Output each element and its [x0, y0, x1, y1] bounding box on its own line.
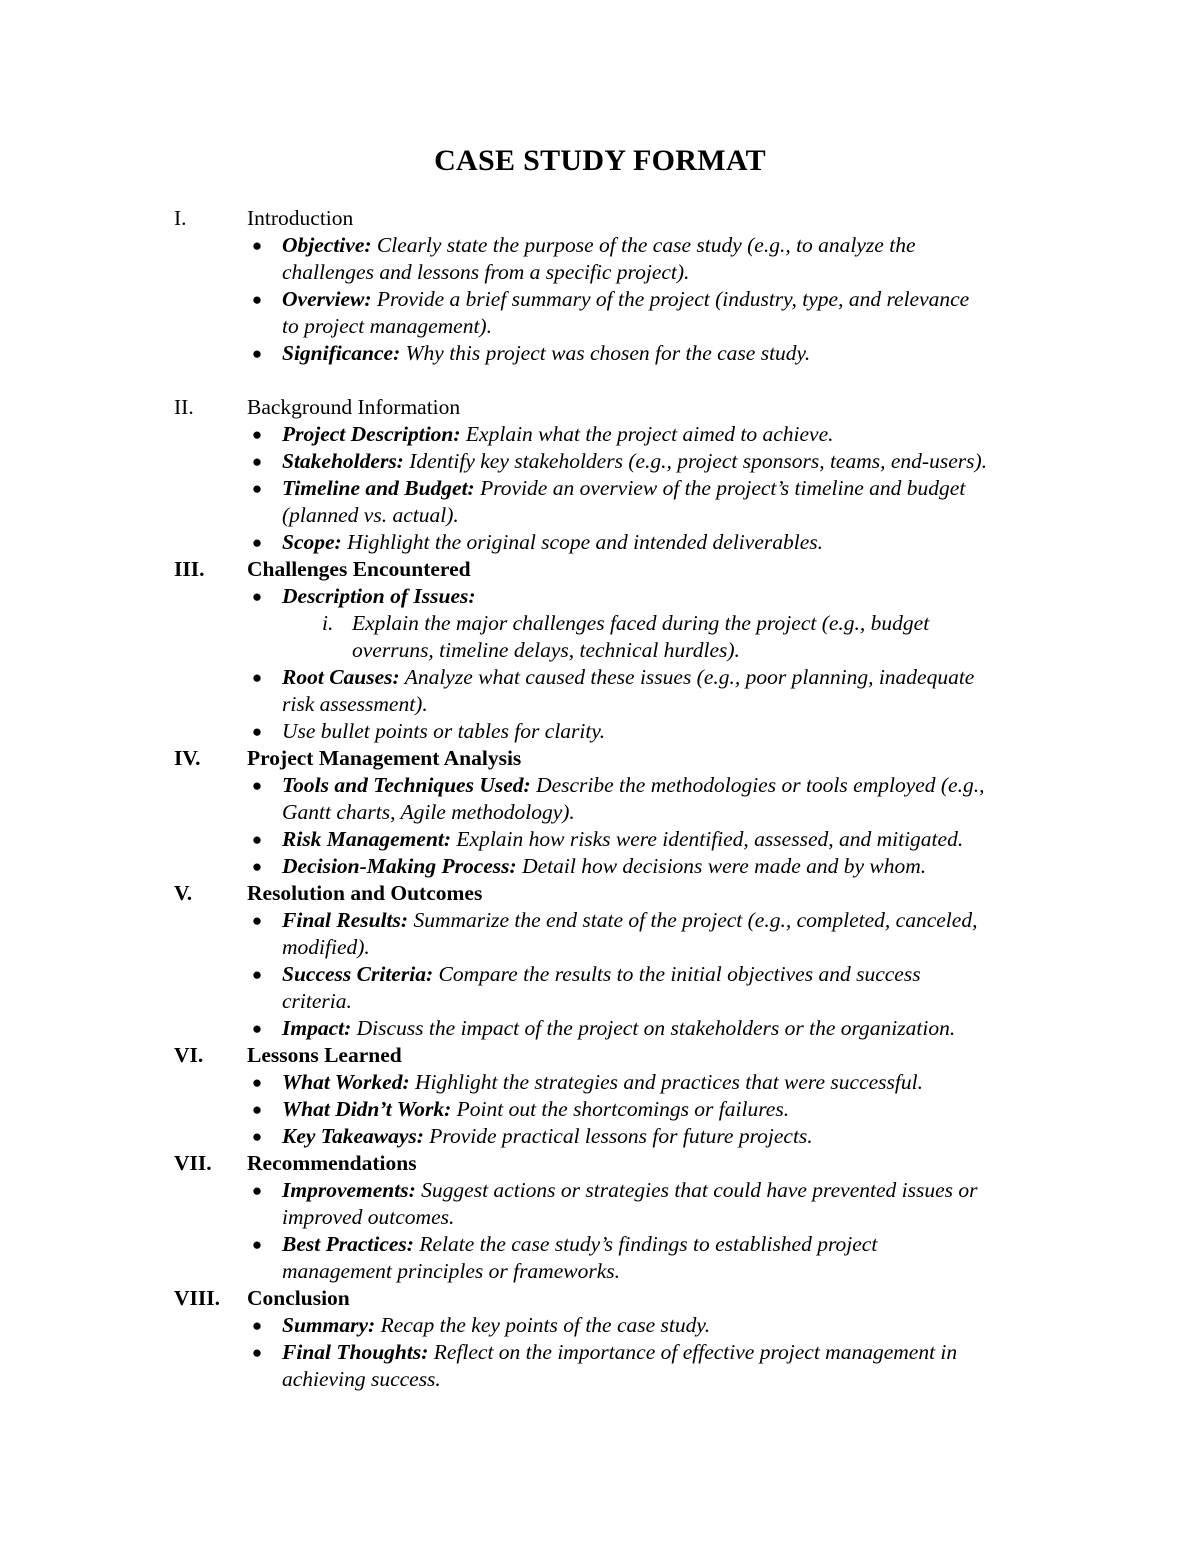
- item-text: Identify key stakeholders (e.g., project sponsors, teams, end-users).: [409, 449, 987, 473]
- section-numeral: I.: [174, 206, 187, 230]
- section-numeral: V.: [174, 881, 193, 905]
- list-item: [282, 772, 984, 799]
- item-text: Explain how risks were identified, assessed, and mitigated.: [456, 827, 964, 851]
- bullet-icon: ●: [251, 1127, 263, 1146]
- list-item: [282, 691, 428, 718]
- bullet-icon: ●: [251, 830, 263, 849]
- list-item: [282, 259, 689, 286]
- item-label: Description of Issues:: [282, 584, 476, 608]
- list-item: [282, 718, 605, 745]
- item-label: Scope:: [282, 530, 342, 554]
- item-label: Success Criteria:: [282, 962, 434, 986]
- item-text: risk assessment).: [282, 692, 428, 716]
- bullet-icon: ●: [251, 965, 263, 984]
- sub-item-text: overruns, timeline delays, technical hurdles).: [352, 638, 740, 662]
- bullet-icon: ●: [251, 722, 263, 741]
- bullet-icon: ●: [251, 1343, 263, 1362]
- page-title: CASE STUDY FORMAT: [434, 144, 766, 177]
- list-item: [282, 1231, 877, 1258]
- list-item: [282, 529, 823, 556]
- item-text: Compare the results to the initial objectives and success: [438, 962, 921, 986]
- item-text: Provide practical lessons for future projects.: [429, 1124, 813, 1148]
- list-item: [282, 1069, 923, 1096]
- item-text: challenges and lessons from a specific project).: [282, 260, 690, 284]
- item-text: Use bullet points or tables for clarity.: [282, 719, 606, 743]
- item-text: Explain what the project aimed to achieve.: [465, 422, 834, 446]
- item-text: Provide a brief summary of the project (industry, type, and relevance: [376, 287, 970, 311]
- item-text: achieving success.: [282, 1367, 441, 1391]
- item-text: Highlight the strategies and practices that were successful.: [415, 1070, 923, 1094]
- item-label: Final Thoughts:: [282, 1340, 429, 1364]
- list-item: [282, 988, 352, 1015]
- list-item: [282, 1096, 789, 1123]
- item-text: Reflect on the importance of effective project management in: [433, 1340, 958, 1364]
- item-label: Final Results:: [282, 908, 409, 932]
- list-item: [282, 826, 963, 853]
- list-item: [282, 421, 834, 448]
- item-text: Analyze what caused these issues (e.g., poor planning, inadequate: [404, 665, 975, 689]
- section-numeral: III.: [174, 557, 205, 581]
- list-item: [282, 961, 921, 988]
- list-item: [282, 448, 987, 475]
- item-text: Describe the methodologies or tools employed (e.g.,: [536, 773, 985, 797]
- item-label: Root Causes:: [282, 665, 400, 689]
- item-text: Clearly state the purpose of the case study (e.g., to analyze the: [376, 233, 916, 257]
- list-item: [282, 1258, 620, 1285]
- list-item: [282, 664, 974, 691]
- section-numeral: IV.: [174, 746, 201, 770]
- section-numeral: VII.: [174, 1151, 212, 1175]
- section-title: Introduction: [247, 206, 354, 230]
- bullet-icon: ●: [251, 533, 263, 552]
- bullet-icon: ●: [251, 479, 263, 498]
- item-label: Stakeholders:: [282, 449, 404, 473]
- item-label: Tools and Techniques Used:: [282, 773, 531, 797]
- item-text: Highlight the original scope and intended deliverables.: [347, 530, 823, 554]
- section-numeral: VIII.: [174, 1286, 221, 1310]
- section-title: Conclusion: [247, 1286, 350, 1310]
- item-label: Impact:: [282, 1016, 352, 1040]
- bullet-icon: ●: [251, 344, 263, 363]
- list-item: [282, 583, 476, 610]
- item-label: Risk Management:: [282, 827, 452, 851]
- list-item: [282, 1123, 813, 1150]
- item-label: Significance:: [282, 341, 401, 365]
- item-text: Suggest actions or strategies that could have prevented issues or: [421, 1178, 978, 1202]
- list-item: [282, 313, 492, 340]
- list-item: [282, 799, 575, 826]
- item-label: Improvements:: [282, 1178, 416, 1202]
- section-title: Background Information: [247, 395, 461, 419]
- bullet-icon: ●: [251, 452, 263, 471]
- section-numeral: VI.: [174, 1043, 204, 1067]
- item-text: Discuss the impact of the project on stakeholders or the organization.: [356, 1016, 956, 1040]
- section-numeral: II.: [174, 395, 194, 419]
- list-item: [282, 1366, 441, 1393]
- item-text: (planned vs. actual).: [282, 503, 459, 527]
- list-item: [282, 1015, 955, 1042]
- bullet-icon: ●: [251, 236, 263, 255]
- list-item: [282, 1177, 978, 1204]
- list-item: [282, 286, 969, 313]
- item-text: criteria.: [282, 989, 352, 1013]
- item-label: Decision-Making Process:: [282, 854, 517, 878]
- bullet-icon: ●: [251, 668, 263, 687]
- bullet-icon: ●: [251, 1316, 263, 1335]
- list-item: [282, 232, 916, 259]
- item-text: Point out the shortcomings or failures.: [456, 1097, 790, 1121]
- item-label: Best Practices:: [282, 1232, 414, 1256]
- bullet-icon: ●: [251, 1181, 263, 1200]
- list-item: [282, 1204, 454, 1231]
- list-item: [282, 853, 926, 880]
- item-text: Gantt charts, Agile methodology).: [282, 800, 575, 824]
- bullet-icon: ●: [251, 1235, 263, 1254]
- item-label: What Worked:: [282, 1070, 410, 1094]
- section-title: Challenges Encountered: [247, 557, 471, 581]
- bullet-icon: ●: [251, 1073, 263, 1092]
- list-item: [282, 934, 370, 961]
- bullet-icon: ●: [251, 1100, 263, 1119]
- item-label: Project Description:: [282, 422, 461, 446]
- item-text: Why this project was chosen for the case study.: [405, 341, 811, 365]
- list-item: [282, 907, 977, 934]
- section-title: Recommendations: [247, 1151, 417, 1175]
- item-text: Detail how decisions were made and by whom.: [522, 854, 927, 878]
- item-text: modified).: [282, 935, 370, 959]
- item-text: Relate the case study’s findings to established project: [419, 1232, 878, 1256]
- item-label: Overview:: [282, 287, 372, 311]
- item-text: management principles or frameworks.: [282, 1259, 620, 1283]
- bullet-icon: ●: [251, 857, 263, 876]
- item-label: Summary:: [282, 1313, 376, 1337]
- item-text: Summarize the end state of the project (e.g., completed, canceled,: [413, 908, 978, 932]
- list-item: [282, 340, 810, 367]
- section-title: Resolution and Outcomes: [247, 881, 483, 905]
- list-item: [282, 475, 965, 502]
- item-text: Provide an overview of the project’s timeline and budget: [480, 476, 966, 500]
- list-item: [282, 1312, 710, 1339]
- item-text: Recap the key points of the case study.: [380, 1313, 711, 1337]
- item-text: to project management).: [282, 314, 492, 338]
- bullet-icon: ●: [251, 776, 263, 795]
- item-text: improved outcomes.: [282, 1205, 455, 1229]
- bullet-icon: ●: [251, 587, 263, 606]
- item-label: Key Takeaways:: [282, 1124, 424, 1148]
- list-item: [282, 1339, 957, 1366]
- section-title: Lessons Learned: [247, 1043, 402, 1067]
- sub-item-text: Explain the major challenges faced during the project (e.g., budget: [352, 611, 930, 635]
- section-title: Project Management Analysis: [247, 746, 522, 770]
- item-label: Timeline and Budget:: [282, 476, 475, 500]
- item-label: Objective:: [282, 233, 372, 257]
- bullet-icon: ●: [251, 1019, 263, 1038]
- sub-item-marker: i.: [322, 611, 334, 635]
- bullet-icon: ●: [251, 290, 263, 309]
- bullet-icon: ●: [251, 911, 263, 930]
- bullet-icon: ●: [251, 425, 263, 444]
- item-label: What Didn’t Work:: [282, 1097, 452, 1121]
- list-item: [282, 502, 459, 529]
